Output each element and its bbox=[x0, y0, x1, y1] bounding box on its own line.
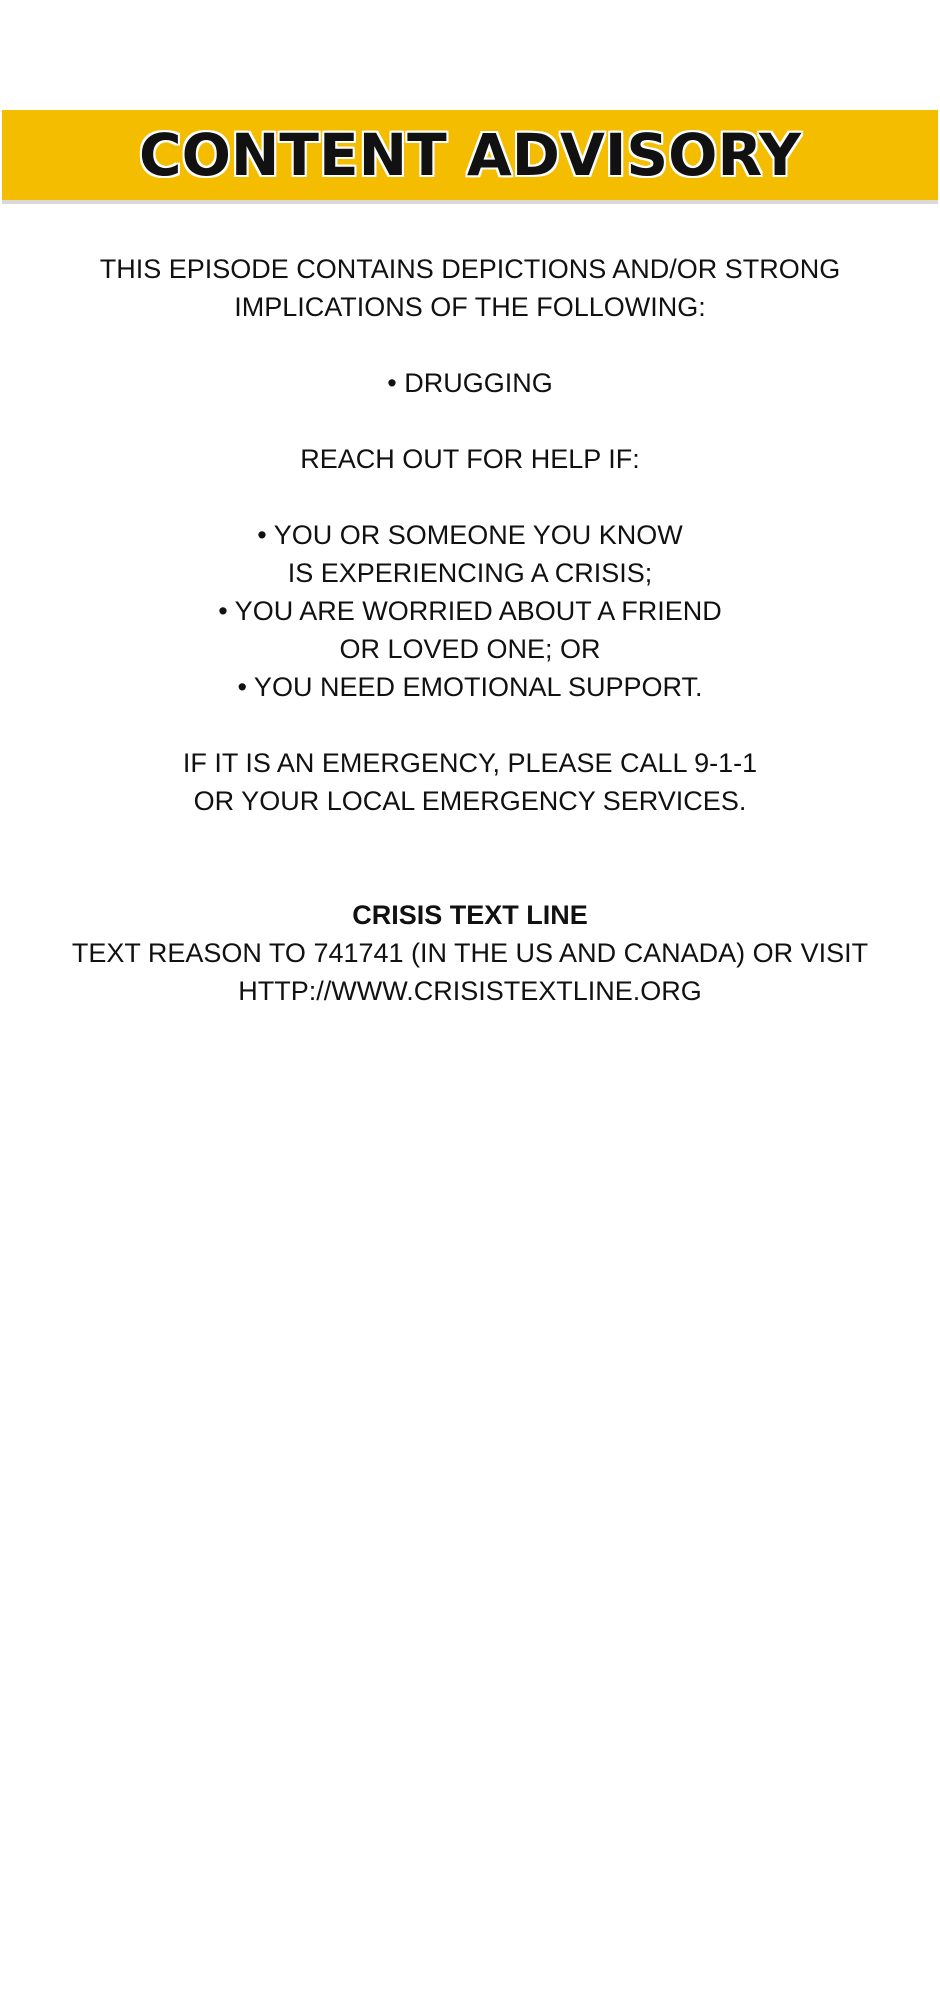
crisis-text-line-link[interactable]: HTTP://WWW.CRISISTEXTLINE.ORG bbox=[238, 976, 702, 1006]
crisis-text-line-title: CRISIS TEXT LINE bbox=[352, 900, 588, 930]
help-heading: REACH OUT FOR HELP IF: bbox=[300, 444, 640, 474]
emergency-line-1: IF IT IS AN EMERGENCY, PLEASE CALL 9-1-1 bbox=[182, 748, 758, 778]
intro-line-1: THIS EPISODE CONTAINS DEPICTIONS AND/OR STRONG bbox=[99, 254, 841, 284]
help-item-line: • YOU ARE WORRIED ABOUT A FRIEND bbox=[218, 596, 722, 626]
help-item-line: • YOU NEED EMOTIONAL SUPPORT. bbox=[237, 672, 703, 702]
help-item-line: OR LOVED ONE; OR bbox=[339, 634, 601, 664]
help-item-line: IS EXPERIENCING A CRISIS; bbox=[287, 558, 653, 588]
help-item-line: • YOU OR SOMEONE YOU KNOW bbox=[257, 520, 683, 550]
spacer bbox=[0, 820, 940, 896]
warning-item-drugging: • DRUGGING bbox=[387, 368, 553, 398]
content-advisory-banner bbox=[2, 110, 938, 200]
advisory-content bbox=[0, 250, 940, 1010]
spacer bbox=[0, 326, 940, 364]
crisis-text-line-url bbox=[0, 972, 940, 1010]
emergency-line-2: OR YOUR LOCAL EMERGENCY SERVICES. bbox=[193, 786, 747, 816]
spacer bbox=[0, 402, 940, 440]
intro-line-2: IMPLICATIONS OF THE FOLLOWING: bbox=[234, 292, 706, 322]
spacer bbox=[0, 478, 940, 516]
banner-title: CONTENT ADVISORY bbox=[139, 121, 801, 189]
spacer bbox=[0, 706, 940, 744]
crisis-text-line-instructions: TEXT REASON TO 741741 (IN THE US AND CANADA) OR VISIT bbox=[71, 938, 869, 968]
